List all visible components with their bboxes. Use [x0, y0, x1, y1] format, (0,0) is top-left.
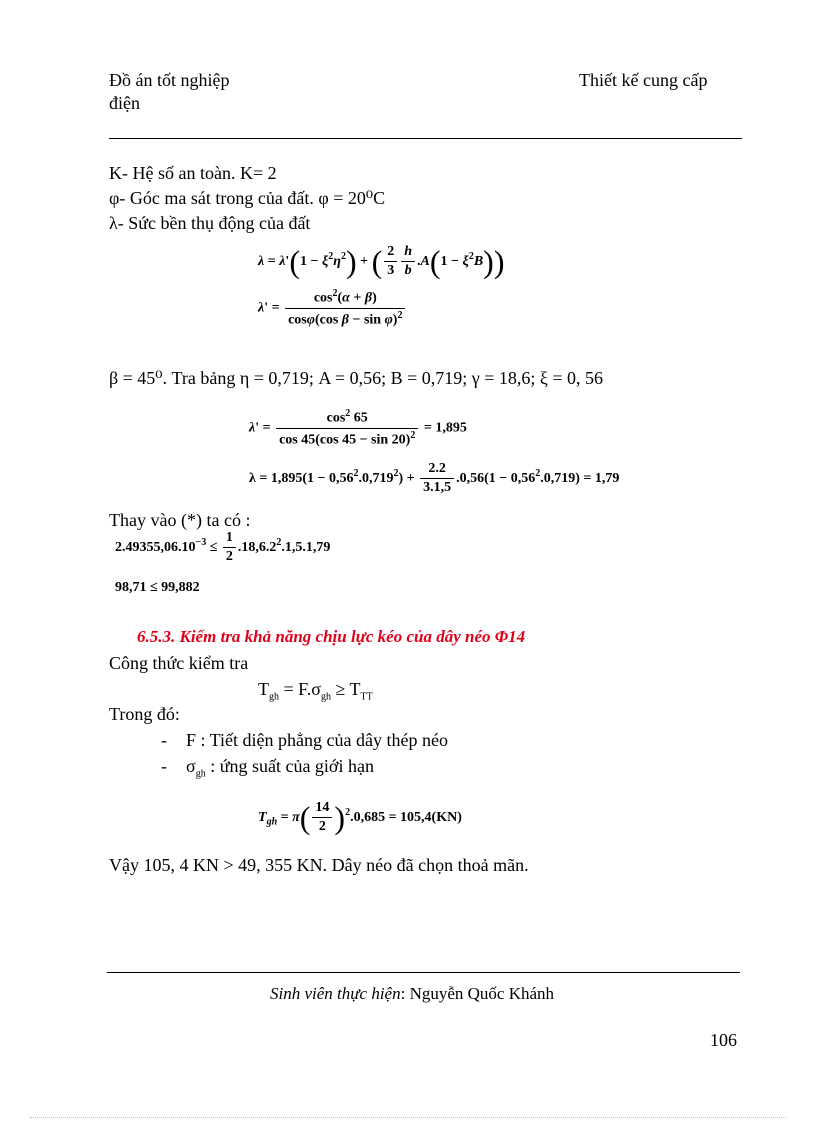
tgh-tail: .0,685 = 105,4(KN): [350, 809, 462, 825]
formula-lambda-prime: λ' = $\frac{\cos^2(\alpha + \beta)}{\cos\varphi(\cos \beta - \sin \varphi)^2}$: [258, 288, 407, 329]
header-rule: [109, 138, 742, 139]
student-name: : Nguyễn Quốc Khánh: [400, 984, 555, 1003]
section-heading: 6.5.3. Kiểm tra khả năng chịu lực kéo của dây néo Φ14: [137, 627, 526, 646]
line-passive-strength: λ- Sức bền thụ động của đất: [109, 213, 311, 233]
ineq1-left: 2.49355,06.10: [115, 539, 196, 555]
formula-lambda-prime-value: λ' = $\frac{\cos^2 65}{\cos 45(\cos 45 - \sin 20)^2}$ = 1,895: [249, 408, 467, 448]
where-label: Trong đó:: [109, 704, 180, 724]
bottom-dotted-rule: [30, 1117, 786, 1118]
inequality-1: $2.49355,06.10^{-3}$ ≤ $\frac{1}{2}$ .18,6.2$^2$.1,5.1,79: [115, 530, 331, 565]
header-right: Thiết kế cung cấp: [579, 70, 708, 90]
tgh-value-formula: $T_{gh} = \pi$( $\frac{14}{2}$ )$^2$.0,685 = 105,4(KN): [258, 799, 462, 836]
tgh-num: 14: [312, 800, 332, 818]
page-number: 106: [710, 1030, 737, 1050]
line-beta-table: β = 45⁰. Tra bảng η = 0,719; A = 0,56; B = 0,719; γ = 18,6; ξ = 0, 56: [109, 368, 604, 388]
header-left-line2: điện: [109, 93, 140, 113]
conclusion-line: Vậy 105, 4 KN > 49, 355 KN. Dây néo đã chọn thoả mãn.: [109, 855, 529, 875]
lambda-mid: .0,719: [358, 470, 394, 486]
bullet-dash-1: -: [161, 730, 167, 750]
tgh-den: 2: [318, 819, 326, 835]
formula-intro: Công thức kiểm tra: [109, 653, 249, 673]
inequality-2: 98,71 ≤ 99,882: [115, 580, 200, 595]
lambda-lhs: λ = 1,895(1 − 0,56: [249, 470, 354, 486]
ineq1-tail: .1,5.1,79: [281, 539, 331, 555]
ineq1-right: 18,6.2: [241, 539, 277, 555]
student-label: Sinh viên thực hiện: [270, 984, 401, 1003]
tgh-formula: $T_{gh} = F.\sigma_{gh} \ge T_{TT}$: [258, 679, 373, 703]
lambda-frac-den: 3.1,5: [423, 480, 452, 496]
lambda-rest: 0,56(1 − 0,56: [459, 470, 536, 486]
formula-lambda: $\lambda = \lambda'(1 - \xi^2\eta^2)$ + ( $\frac{2}{3}$ $\frac{h}{b}$ $.A(1 - \xi^2B)$): [258, 243, 505, 280]
footer-student: [270, 984, 554, 1004]
formula-lambda-value: $\lambda = 1,895(1 - 0,56^2.0,719^2)$ + $\frac{2.2}{3.1,5}$ $.0,56(1 - 0,56^2.0,719) = 1,79$: [249, 461, 620, 496]
lambda-end: .0,719) = 1,79: [540, 470, 620, 486]
lambda-prime-result: = 1,895: [423, 420, 467, 436]
bullet-dash-2: -: [161, 756, 167, 776]
line-safety-factor: K- Hệ số an toàn. K= 2: [109, 163, 277, 183]
line-friction-angle: φ- Góc ma sát trong của đất. φ = 20⁰C: [109, 188, 386, 208]
ineq1-exp: −3: [195, 537, 207, 549]
lambda-frac-num: 2.2: [420, 461, 454, 479]
bullet-2: $\sigma_{gh}$ : ứng suất của giới hạn: [186, 756, 374, 780]
substitute-line: Thay vào (*) ta có :: [109, 510, 251, 530]
footer-rule: [107, 972, 740, 973]
header-left-line1: Đồ án tốt nghiệp: [109, 70, 230, 90]
bullet-1: F : Tiết diện phẳng của dây thép néo: [186, 730, 448, 750]
